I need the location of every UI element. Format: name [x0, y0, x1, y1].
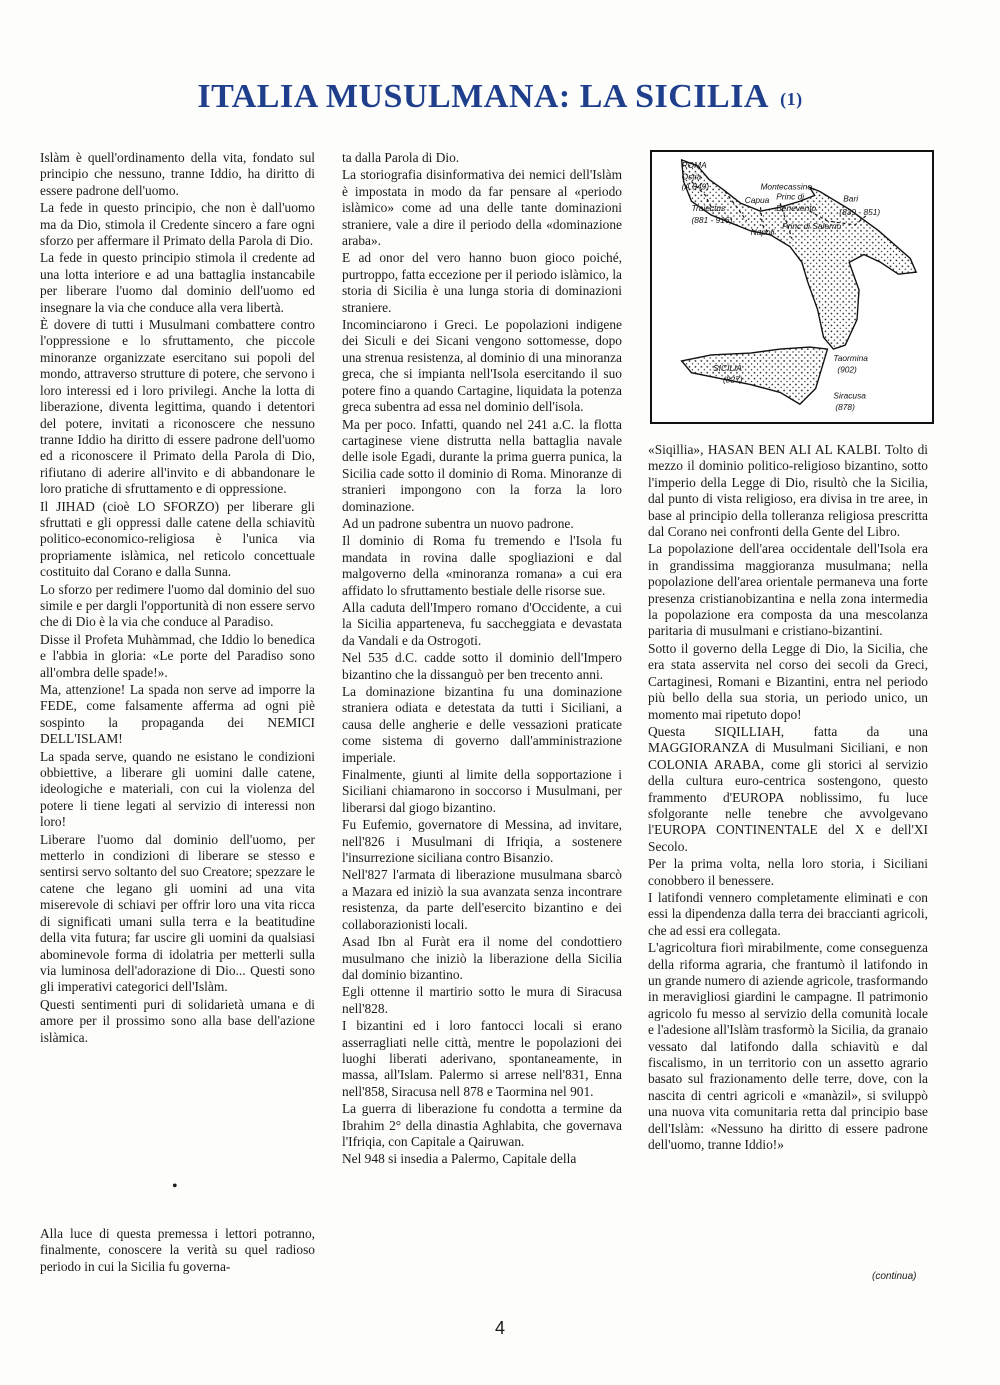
paragraph: Ma, attenzione! La spada non serve ad imporre la FEDE, come falsamente afferma ad ogni piè sospinto la propaganda dei NEMICI DELL'ISLAM! — [40, 682, 315, 747]
article-column-1 — [40, 150, 315, 1047]
paragraph: Nel 948 si insedia a Palermo, Capitale della — [342, 1151, 577, 1167]
paragraph: Sotto il governo della Legge di Dio, la Sicilia, che era stata asservita nel corso dei secoli da Greci, Cartaginesi, Romani e Bizantini, entra nel periodo più bello della sua storia, un periodo unico, un momento mai ripetuto dopo! — [648, 640, 928, 722]
map-label-napoli: Napoli — [750, 226, 775, 237]
paragraph: Ma per poco. Infatti, quando nel 241 a.C. la flotta cartaginese viene distrutta nella battaglia navale delle isole Egadi, durante la prima guerra punica, la Sicilia cade sotto il dominio di Roma. Minoranze di stranieri impongono con la forza la loro dominazione. — [342, 416, 622, 514]
paragraph: I bizantini ed i loro fantocci locali si erano asserragliati nelle città, mentre le popolazioni dei luoghi liberati aderivano, spontaneamente, in massa, all'Islam. Palermo si arrese nell'831, Enna nell'858, Siracusa nell 878 e Taormina nel 901. — [342, 1018, 622, 1099]
map-label-sicilia: SICILIA — [713, 362, 742, 373]
map-label-taormina: Taormina — [833, 352, 868, 363]
article-column-2 — [342, 150, 622, 1169]
sicily-shape — [682, 347, 828, 404]
paragraph: La fede in questo principio stimola il credente ad una lotta interiore e ad una battaglia instancabile per liberare l'uomo dal dominio dell'uomo ed insegnare la via che conduce alla vera libertà. — [40, 250, 315, 315]
section-bullet: • — [172, 1178, 178, 1195]
page-title: ITALIA MUSULMANA: LA SICILIA (1) — [197, 78, 803, 115]
paragraph: Liberare l'uomo dal dominio dell'uomo, per metterlo in condizioni di liberare se stesso e sentirsi servo soltanto del suo Creatore; spezzare le catene che legano gli uomini ad una vita miserevole di schiavi per offrir loro una vita ricca di significati umani sulla terra e la beatitudine della vita futura; far uscire gli uomini da qualsiasi abominevole forma di idolatria per metterli sulla via luminosa dell'adorazione di Dio... Questi sono gli imperativi categorici dell'Islàm. — [40, 831, 315, 995]
map-label-benevento: Benevento — [776, 203, 817, 214]
map-label-bari-years: (839 - 851) — [839, 207, 881, 218]
paragraph: La popolazione dell'area occidentale dell'Isola era in grandissima maggioranza musulmana; nella popolazione dell'area orientale permaneva una forte presenza cristianobizantina e nella zona intermedia la popolazione era composta da una mescolanza paritaria di musulmani e cristiano-bizantini. — [648, 541, 928, 639]
map-label-bari: Bari — [843, 193, 859, 204]
paragraph: L'agricoltura fiorì mirabilmente, come conseguenza della riforma agraria, che frantumò il latifondo in un grande numero di aziende agricole, trasformando in meravigliosi giardini le campagne. Il patrimonio agricolo fu messo al servizio della comunità locale e l'adesione all'Islàm trasformò la Sicilia, da granaio vessato dal latifondo dalla schiavitù e dal fiscalismo, in un territorio con un assetto agrario basato sul frazionamento delle terre, dove, con la nascita di centri agricoli e «manàzil», si sviluppò una nuova vita comunitaria retta dal principio base dell'Islàm: «Nessuno ha diritto di essere padrone dell'uomo, tranne Iddio!» — [648, 940, 928, 1153]
map-label-taormina-year: (902) — [837, 364, 857, 375]
paragraph: La guerra di liberazione fu condotta a termine da Ibrahim 2° della dinastia Aghlabita, che governava l'Ifriqia, con Capitale a Qairuwan. — [342, 1101, 622, 1149]
paragraph: Asad Ibn al Furàt era il nome del condottiero musulmano che iniziò la liberazione della Sicilia dal dominio bizantino. — [342, 934, 622, 982]
paragraph: E ad onor del vero hanno buon gioco poiché, purtroppo, fatta eccezione per il periodo islàmico, la storia di Sicilia è una lunga storia di dominazioni straniere. — [342, 250, 622, 315]
map-label-roma: ROMA — [681, 159, 707, 170]
paragraph: Il JIHAD (cioè LO SFORZO) per liberare gli sfruttati e gli oppressi dalle catene della schiavitù politico-economico-religiosa è l'unica via propriamente islàmica, nel reticolo concettuale costituito dal Corano e dalla Sunna. — [40, 498, 315, 580]
page-number: 4 — [494, 1318, 505, 1338]
paragraph: Incominciarono i Greci. Le popolazioni indigene dei Siculi e dei Sicani vengono sottomesse, dopo una strenua resistenza, al dominio di una minoranza greca, che si impiantа nell'Isola esercitando il suo potere fino a quando Cartagine, liquidata la potenza greca subentra ad essa nel dominio dell'isola. — [342, 317, 622, 415]
article-column-1-continuation — [40, 1226, 315, 1276]
paragraph: Disse il Profeta Muhàmmad, che Iddio lo benedica e l'abbia in gloria: «Le porte del Paradiso sono all'ombra delle spade!». — [40, 631, 315, 680]
paragraph: I latifondi vennero completamente eliminati e con essi la dipendenza dalla terra dei braccianti agricoli, che ad essi era collegata. — [648, 889, 928, 938]
title-note: (1) — [780, 89, 803, 109]
article-column-3 — [648, 442, 928, 1154]
paragraph: La dominazione bizantina fu una dominazione straniera odiata e detestata da tutti i Siciliani, a causa delle angherie e delle vessazioni praticate come sistema di governo dall'amministrazione imperiale. — [342, 684, 622, 765]
map-label-siracusa-year: (878) — [835, 402, 855, 413]
map-label-princ-di: Princ di — [776, 191, 805, 202]
paragraph: Ad un padrone subentra un nuovo padrone. — [342, 515, 574, 531]
paragraph: Fu Eufemio, governatore di Messina, ad invitare, nell'826 i Musulmani di Ifriqia, a sostenere l'insurrezione siciliana contro Bisanzio. — [342, 817, 622, 866]
paragraph: Alla luce di questa premessa i lettori potranno, finalmente, conoscere la verità su quel radioso periodo in cui la Sicilia fu governa- — [40, 1226, 315, 1274]
map-label-traiectus: Traiectus — [691, 203, 726, 214]
paragraph: Nell'827 l'armata di liberazione musulmana sbarcò a Mazara ed iniziò la sua avanzata senza incontrare resistenza, da parte dell'esercito bizantino e dei collaborazionisti locali. — [342, 867, 622, 932]
paragraph: La fede in questo principio, che non è dall'uomo ma da Dio, stimola il Credente sincero a fare ogni sforzo per affermare il Primato della Parola di Dio. — [40, 200, 315, 249]
paragraph: Islàm è quell'ordinamento della vita, fondato sul principio che nessuno, tranne Iddio, ha diritto di essere padrone dell'uomo. — [40, 150, 315, 198]
map-label-salerno: Princ di Salerno — [782, 220, 842, 231]
paragraph: La spada serve, quando ne esistano le condizioni obbiettive, a liberare gli uomini dalle catene, ideologiche e materiali, con cui la violenza del potere li tiene legati al servizio di interessi non loro! — [40, 748, 315, 830]
paragraph: Nel 535 d.C. cadde sotto il dominio dell'Impero bizantino che la dissanguò per ben trecento anni. — [342, 650, 622, 682]
map-label-siracusa: Siracusa — [833, 390, 866, 401]
paragraph: La storiografia disinformativa dei nemici dell'Islàm è impostata in modo da far pensare al «periodo islàmico» come ad una delle tante dominazioni straniere, vale a dire il periodo della «dominazione araba». — [342, 167, 622, 249]
paragraph: ta dalla Parola di Dio. — [342, 150, 460, 165]
paragraph: Il dominio di Roma fu tremendo e l'Isola fu mandata in rovina dalle spogliazioni e dal malgoverno della «minoranza romana» a cui era affidato lo sfruttamento bestiale delle risorse sue. — [342, 533, 622, 598]
map-label-ostia: Ostia — [681, 171, 702, 182]
continued-note: (continua) — [872, 1271, 917, 1282]
map-label-montecassino: Montecassino — [760, 181, 813, 192]
paragraph: È dovere di tutti i Musulmani combattere contro l'oppressione e lo sfruttamento, che piccole minoranze organizzate esercitano sui popoli del mondo, attraverso strutture di potere, che servono i loro interessi ed i loro privilegi. Anche la lotta di liberazione, diventa legittima, quando i detentori del potere, invitati a riconoscere che nessuno tranne Iddio ha diritto di essere padrone dell'uomo ed a riconoscere il Primato della Parola di Dio, rifiutano di aderire all'invito e di abbandonare le loro pratiche di sfruttamento e di oppressione. — [40, 317, 315, 497]
paragraph: Per la prima volta, nella loro storia, i Siciliani conobbero il benessere. — [648, 856, 928, 888]
paragraph: «Siqillia», HASAN BEN ALI AL KALBI. Tolto di mezzo il dominio politico-religioso bizantino, sotto l'imperio della Legge di Dio, risultò che la Sicilia, dal punto di vista religioso, era divisa in tre aree, in base al principio della tolleranza religiosa prescritta dal Corano nei confronti della Gente del Libro. — [648, 442, 928, 540]
paragraph: Egli ottenne il martirio sotto le mura di Siracusa nell'828. — [342, 984, 622, 1016]
paragraph: Finalmente, giunti al limite della sopportazione i Siciliani chiamarono in soccorso i Musulmani, per liberarsi dal giogo bizantino. — [342, 767, 622, 815]
map-label-capua: Capua — [744, 195, 770, 206]
map-svg — [652, 152, 932, 422]
paragraph: Questi sentimenti puri di solidarietà umana e di amore per il prossimo sono alla base dell'azione islàmica. — [40, 996, 315, 1045]
paragraph: Lo sforzo per redimere l'uomo dal dominio del suo simile e per dargli l'opportunità di non essere servo che di Dio è la via che conduce al Paradiso. — [40, 581, 315, 630]
paragraph: Questa SIQILLIAH, fatta da una MAGGIORANZA di Musulmani Siciliani, e non COLONIA ARABA, come gli storici al servizio della cultura euro-centrica sostengono, questo frammento d'EUROPA noblissimo, fu luce sfolgorante nelle tenebre che avvolgevano l'EUROPA CONTINENTALE del X e dell'XI Secolo. — [648, 723, 928, 854]
map-southern-italy — [650, 150, 934, 424]
paragraph: Alla caduta dell'Impero romano d'Occidente, a cui la Sicilia apparteneva, fu saccheggiata e devastata da Vandali e da Ostrogoti. — [342, 599, 622, 648]
map-label-traiectus-years: (881 - 916) — [691, 214, 733, 225]
map-label-ostia-year: (A.849) — [681, 181, 710, 192]
map-label-sicilia-year: (827) — [723, 374, 743, 385]
